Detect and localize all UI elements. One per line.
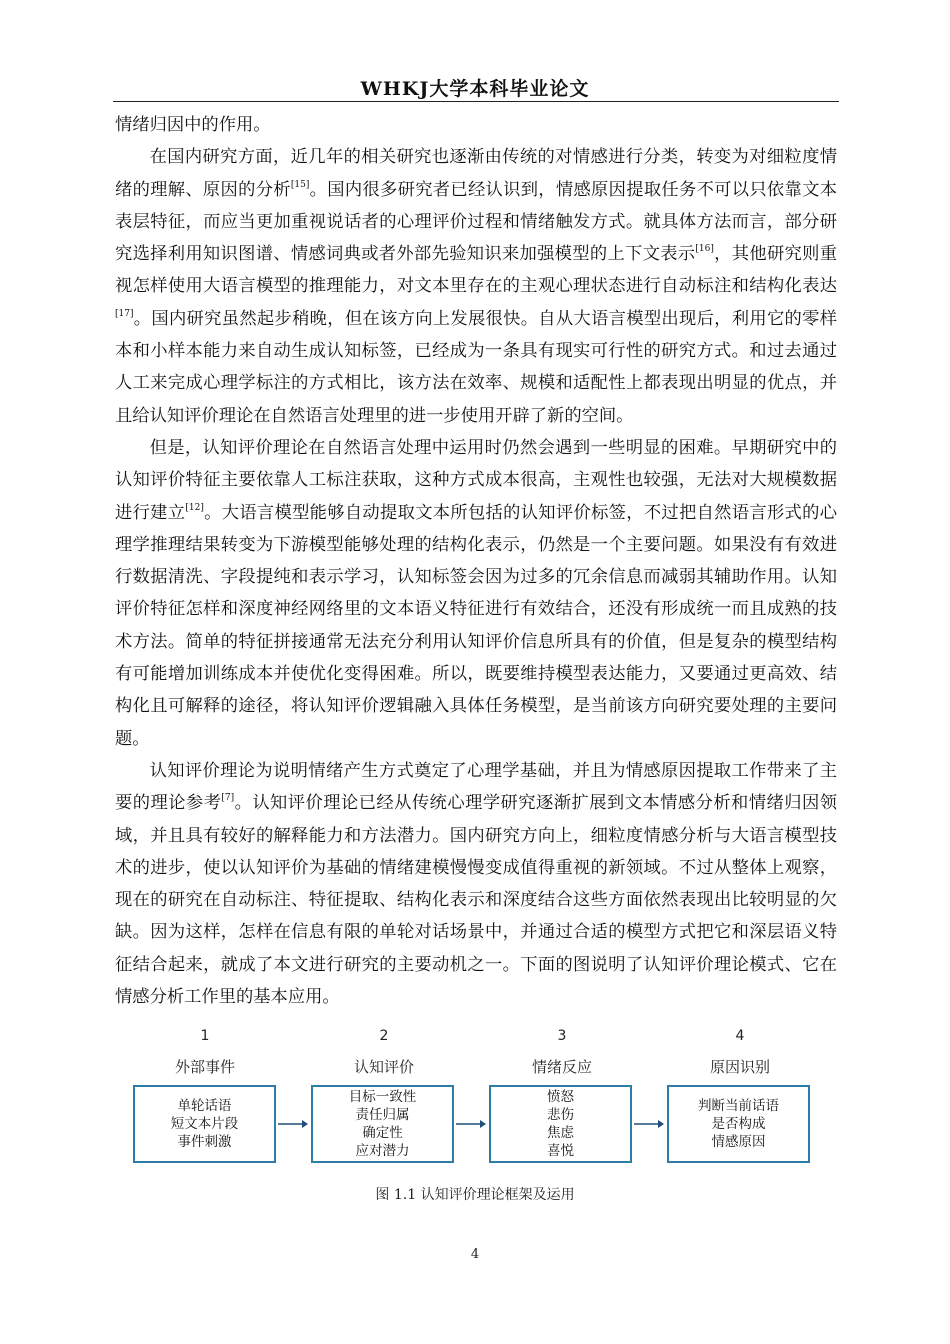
arrow-icon: [456, 1119, 486, 1129]
stage-title: 原因识别: [709, 1058, 770, 1076]
stage-item: 愤怒: [547, 1089, 574, 1105]
text-run: 。国内很多研究者已经认识到，情感原因提取任务不可以只依靠文本表层特征，而应当更加重视说话者的心理评价过程和情绪触发方式。就具体方法而言，部分研究选择利用知识图谱、情感词典或者外部先验知识来加强模型的上下文表示: [115, 179, 837, 265]
stage-item: 喜悦: [547, 1143, 574, 1159]
figure-caption: 图 1.1 认知评价理论框架及运用: [375, 1187, 575, 1203]
stage-item: 确定性: [362, 1125, 403, 1141]
page-number: 4: [470, 1247, 480, 1262]
figure-cognitive-appraisal-framework: [125, 1028, 825, 1168]
body-text: [115, 109, 837, 1013]
stage-item: 单轮话语: [177, 1098, 232, 1114]
stage-item: 短文本片段: [170, 1116, 239, 1132]
stage-title: 情绪反应: [531, 1058, 592, 1076]
text-run: 。认知评价理论已经从传统心理学研究逐渐扩展到文本情感分析和情绪归因领域，并且具有较好的解释能力和方法潜力。国内研究方向上，细粒度情感分析与大语言模型技术的进步，使以认知评价为基础的情绪建模慢慢变成值得重视的新领域。不过从整体上观察，现在的研究在自动标注、特征提取、结构化表示和深度结合这些方面依然表现出比较明显的欠缺。因为这样，怎样在信息有限的单轮对话场景中，并通过合适的模型方式把它和深层语义特征结合起来，就成了本文进行研究的主要动机之一。下面的图说明了认知评价理论模式、它在情感分析工作里的基本应用。: [115, 793, 837, 1008]
stage-item: 焦虑: [547, 1125, 574, 1141]
stage-item: 悲伤: [547, 1107, 574, 1123]
citation-ref: [17]: [115, 308, 134, 319]
paragraph-difficulties: [115, 432, 837, 755]
stage-number: 2: [379, 1028, 389, 1044]
text-run: 。国内研究虽然起步稍晚，但在该方向上发展很快。自从大语言模型出现后，利用它的零样本和小样本能力来自动生成认知标签，已经成为一条具有现实可行性的研究方式。和过去通过人工来完成心理学标注的方式相比，该方法在效率、规模和适配性上都表现出明显的优点，并且给认知评价理论在自然语言处理里的进一步使用开辟了新的空间。: [115, 308, 837, 426]
stage-item: 应对潜力: [355, 1143, 410, 1159]
stage-number: 3: [557, 1028, 567, 1044]
citation-ref: [15]: [290, 179, 310, 190]
stage-number: 4: [735, 1028, 745, 1044]
stage-item: 目标一致性: [348, 1089, 417, 1105]
citation-ref: [7]: [221, 793, 235, 804]
stage-box-external-event: [133, 1085, 276, 1163]
stage-title: 外部事件: [174, 1058, 235, 1076]
stage-item: 是否构成: [711, 1116, 766, 1132]
stage-item: 责任归属: [355, 1107, 410, 1123]
stage-box-cause-identification: [667, 1085, 810, 1163]
stage-title: 认知评价: [353, 1058, 414, 1076]
stage-box-emotional-response: [489, 1085, 632, 1163]
citation-ref: [16]: [695, 244, 714, 255]
citation-ref: [12]: [185, 502, 204, 513]
running-header: WHKJ大学本科毕业论文: [360, 78, 590, 100]
stage-item: 判断当前话语: [698, 1098, 779, 1114]
stage-item: 事件刺激: [177, 1134, 232, 1150]
text-run: ，其他研究则重视怎样使用大语言模型的推理能力，对文本里存在的主观心理状态进行自动标注和结构化表达: [115, 244, 837, 297]
text-run: 在国内研究方面，近几年的相关研究也逐渐由传统的对情感进行分类，转变为对细粒度情绪的理解、原因的分析: [115, 147, 837, 200]
stage-box-cognitive-appraisal: [311, 1085, 454, 1163]
paragraph-motivation: [115, 755, 837, 1013]
text-run: 认知评价理论为说明情绪产生方式奠定了心理学基础，并且为情感原因提取工作带来了主要的理论参考: [115, 760, 837, 814]
arrow-icon: [634, 1119, 664, 1129]
paragraph-domestic-research: [115, 141, 837, 432]
header-rule: [113, 101, 839, 102]
paragraph-continuation: 情绪归因中的作用。: [115, 115, 271, 135]
stage-item: 情感原因: [711, 1134, 766, 1150]
arrow-icon: [278, 1119, 308, 1129]
text-run: 。大语言模型能够自动提取文本所包括的认知评价标签，不过把自然语言形式的心理学推理结果转变为下游模型能够处理的结构化表示，仍然是一个主要问题。如果没有有效进行数据清洗、字段提纯和表示学习，认知标签会因为过多的冗余信息而减弱其辅助作用。认知评价特征怎样和深度神经网络里的文本语义特征进行有效结合，还没有形成统一而且成熟的技术方法。简单的特征拼接通常无法充分利用认知评价信息所具有的价值，但是复杂的模型结构有可能增加训练成本并使优化变得困难。所以，既要维持模型表达能力，又要通过更高效、结构化且可解释的途径，将认知评价逻辑融入具体任务模型，是当前该方向研究要处理的主要问题。: [115, 502, 837, 749]
stage-number: 1: [200, 1028, 210, 1044]
text-run: 但是，认知评价理论在自然语言处理中运用时仍然会遇到一些明显的困难。早期研究中的认知评价特征主要依靠人工标注获取，这种方式成本很高，主观性也较强，无法对大规模数据进行建立: [115, 437, 837, 523]
